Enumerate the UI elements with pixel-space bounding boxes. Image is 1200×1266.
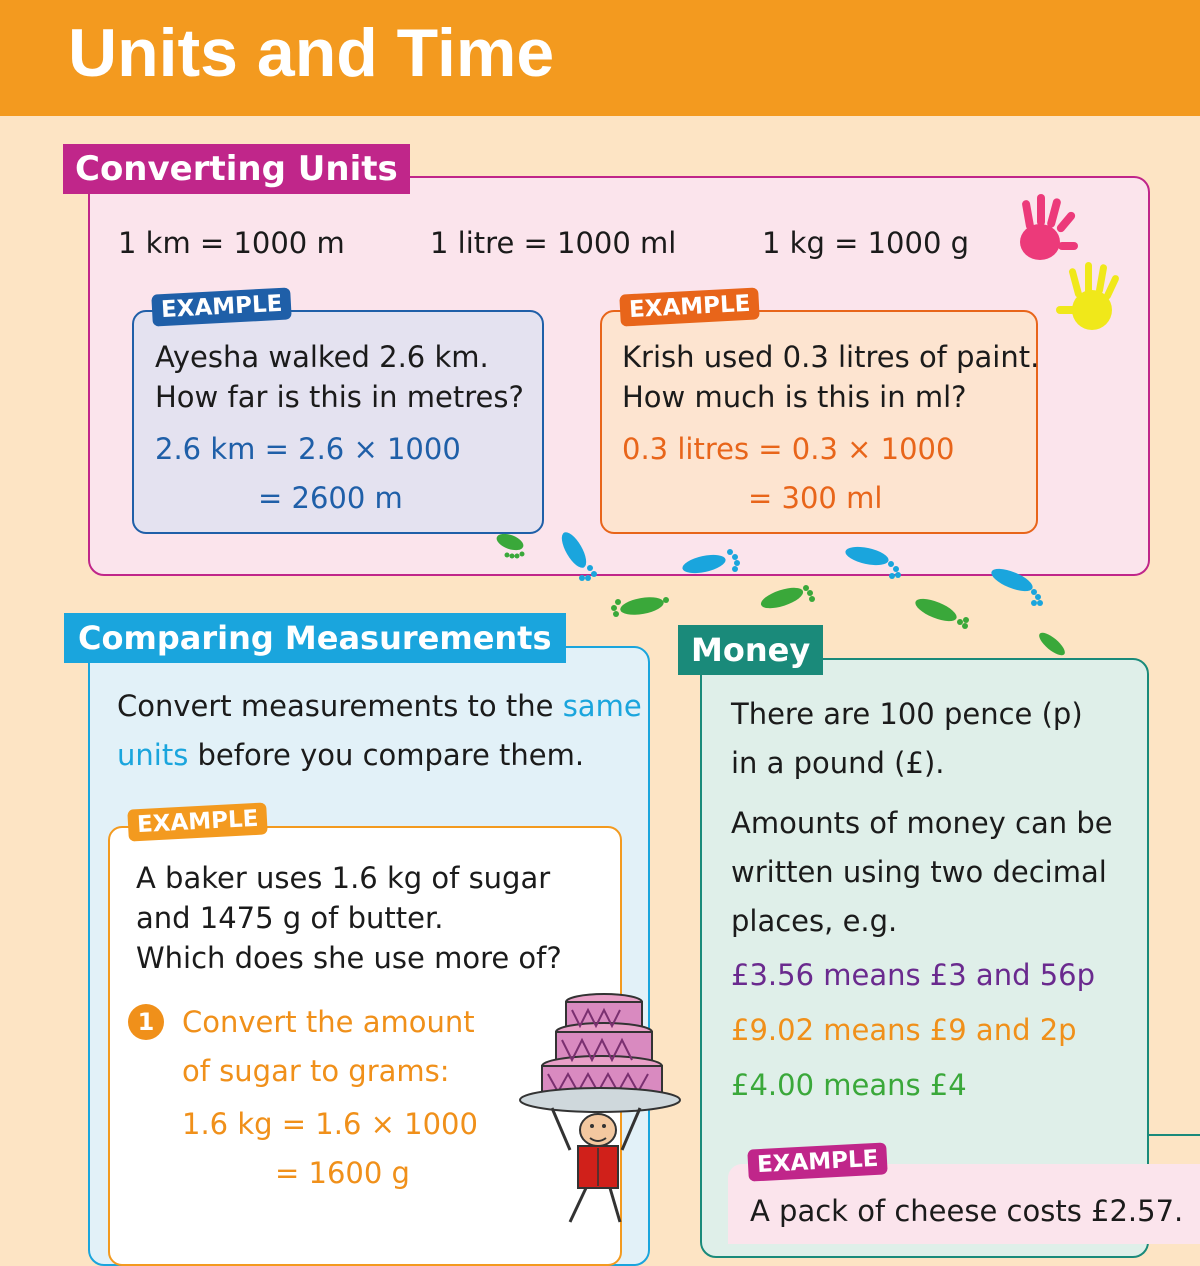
example-litre-working: 0.3 litres = 0.3 × 1000 [622,432,955,466]
example-litre-answer: = 300 ml [748,481,883,515]
money-text: written using two decimal [731,855,1107,889]
baker-with-cake-illustration [512,990,682,1225]
footprint-icon [988,566,1048,606]
footprint-icon [910,596,972,632]
page-title: Units and Time [68,15,555,91]
example-sugar-question: and 1475 g of butter. [136,901,444,935]
comparing-intro: Convert measurements to the same [117,689,642,723]
example-km-question: Ayesha walked 2.6 km. [155,340,489,374]
fact-litre: 1 litre = 1000 ml [430,226,677,260]
money-panel-edge [1149,1134,1200,1136]
example-tag: EXAMPLE [619,287,760,326]
money-example-text: A pack of cheese costs £2.57. [750,1194,1184,1228]
example-sugar-question: Which does she use more of? [136,941,562,975]
comparing-intro: units before you compare them. [117,738,585,772]
example-tag: EXAMPLE [127,802,268,841]
example-tag: EXAMPLE [747,1142,888,1181]
footprint-icon [680,546,742,576]
money-example-purple: £3.56 means £3 and 56p [731,958,1096,992]
money-text: in a pound (£). [731,746,945,780]
footprint-icon [1036,628,1076,662]
money-text: Amounts of money can be [731,806,1113,840]
footprint-icon [756,582,816,612]
converting-units-tab: Converting Units [63,144,410,194]
footprint-icon [494,532,534,562]
money-example-green: £4.00 means £4 [731,1068,967,1102]
money-text: places, e.g. [731,904,898,938]
example-km-answer: = 2600 m [258,481,403,515]
footprint-icon [554,528,602,584]
step-text: of sugar to grams: [182,1054,450,1088]
footprint-icon [608,592,670,622]
step-answer: = 1600 g [275,1156,410,1190]
money-tab: Money [678,625,823,675]
fact-kg: 1 kg = 1000 g [762,226,970,260]
example-tag: EXAMPLE [151,287,292,326]
example-litre-question: How much is this in ml? [622,380,967,414]
example-km-working: 2.6 km = 2.6 × 1000 [155,432,461,466]
yellow-handprint-icon [1052,258,1122,338]
footprint-icon [843,544,903,580]
step-working: 1.6 kg = 1.6 × 1000 [182,1107,478,1141]
header-bar [0,0,1200,116]
step-text: Convert the amount [182,1005,475,1039]
example-km-question: How far is this in metres? [155,380,524,414]
step-number-badge: 1 [128,1004,164,1040]
money-text: There are 100 pence (p) [731,697,1083,731]
fact-km: 1 km = 1000 m [118,226,345,260]
comparing-measurements-tab: Comparing Measurements [64,613,566,663]
money-example-orange: £9.02 means £9 and 2p [731,1013,1077,1047]
example-sugar-question: A baker uses 1.6 kg of sugar [136,861,551,895]
example-litre-question: Krish used 0.3 litres of paint. [622,340,1040,374]
